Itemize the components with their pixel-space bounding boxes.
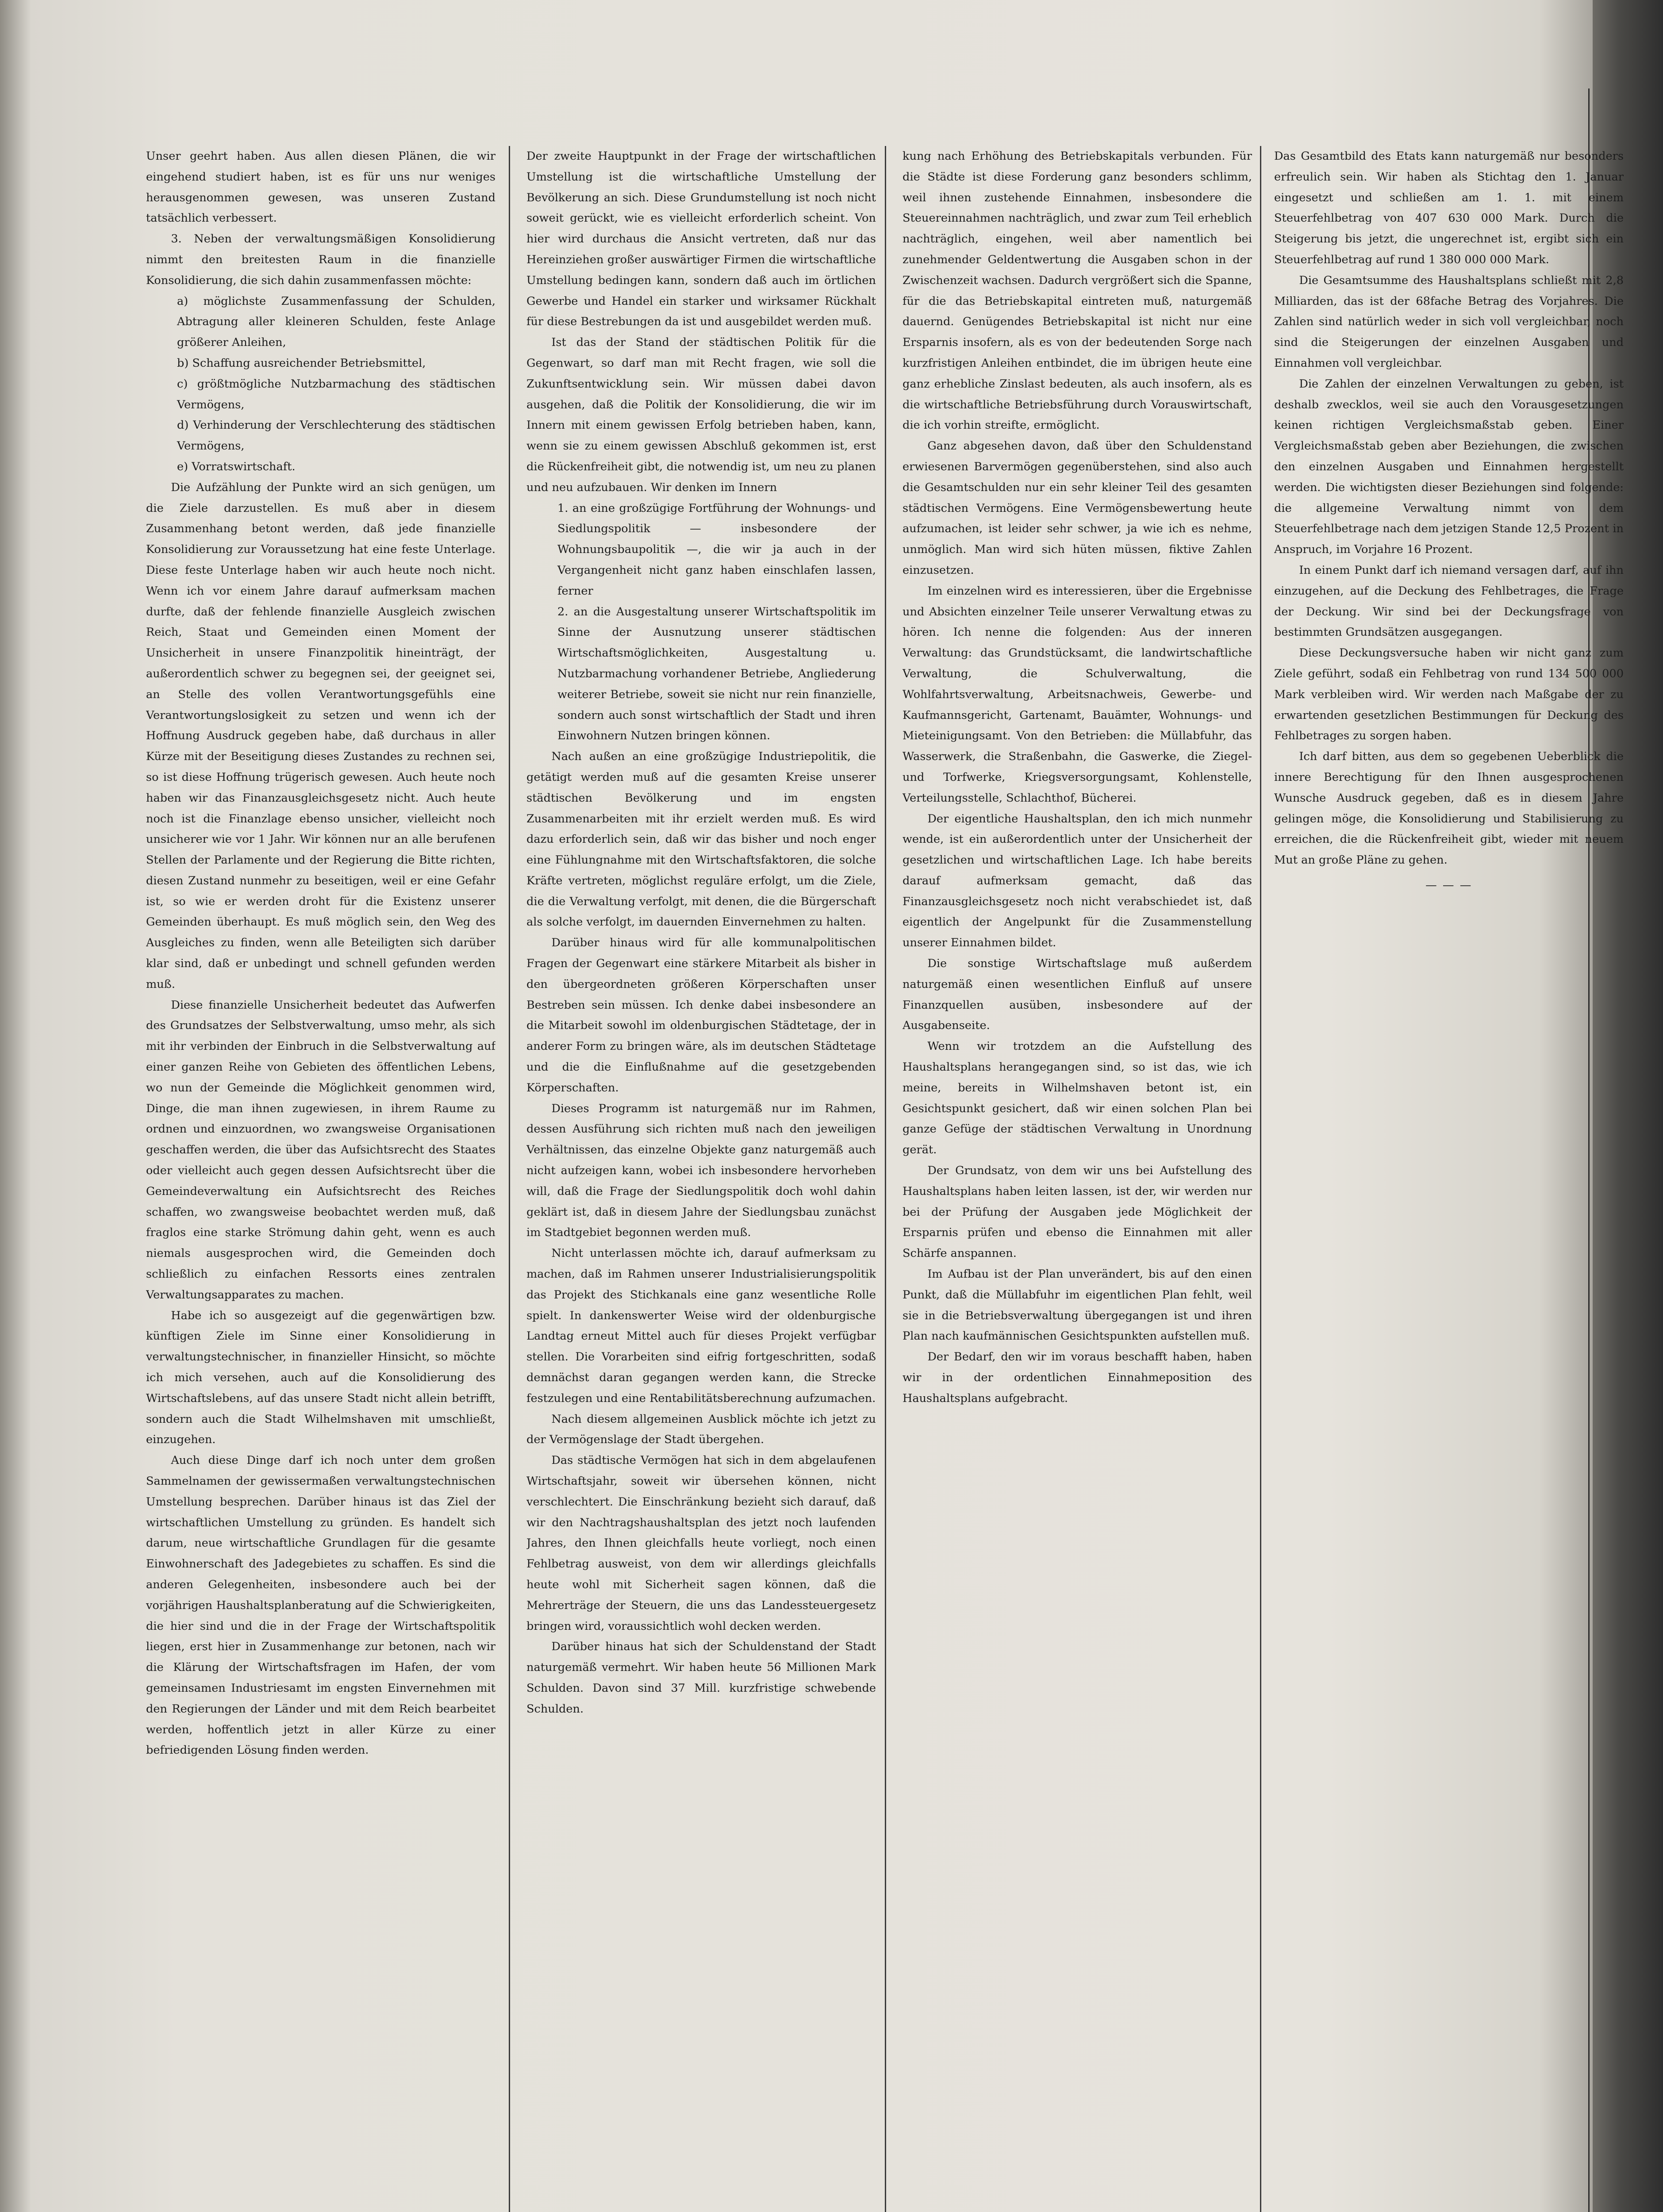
paragraph: Im einzelnen wird es interessieren, über die Ergebnisse und Absichten einzelner Teile unserer Verwaltung etwas zu hören. Ich nenne die folgenden: Aus der inneren Verwaltung: das Grundstücksamt, die landwirtschaftliche Verwaltung, die Schulverwaltung, die Wohlfahrtsverwaltung, Arbeitsnachweis, Gewerbe- und Kaufmannsgericht, Gartenamt, Bauämter, Wohnungs- und Mieteinigungsamt. Von den Betrieben: die Müllabfuhr, das Wasserwerk, die Straßenbahn, die Gaswerke, die Ziegel- und Torfwerke, Kriegsversorgungsamt, Kohlenstelle, Verteilungsstelle, Schlachthof, Bücherei.	[903, 584, 1252, 805]
list-item: 2. an die Ausgestaltung unserer Wirtschaftspolitik im Sinne der Ausnutzung unserer städtischen Wirtschaftsmöglichkeiten, Ausgestaltung u. Nutzbarmachung vorhandener Betriebe, Angliederung weiterer Betriebe, soweit sie nicht nur rein finanzielle, sondern auch sonst wirtschaftlich der Stadt und ihren Einwohnern Nutzen bringen können.	[557, 605, 876, 743]
paragraph: Darüber hinaus hat sich der Schuldenstand der Stadt naturgemäß vermehrt. Wir haben heute 56 Millionen Mark Schulden. Davon sind 37 Mill. kurzfristige schwebende Schulden.	[526, 1640, 876, 1716]
paragraph: kung nach Erhöhung des Betriebskapitals verbunden. Für die Städte ist diese Forderung ganz besonders schlimm, weil ihnen zustehende Einnahmen, insbesondere die Steuereinnahmen nachträglich, und zwar zum Teil erheblich nachträglich, eingehen, weil aber namentlich bei zunehmender Geldentwertung die Ausgaben schon in der Zwischenzeit wachsen. Dadurch vergrößert sich die Spanne, für die das Betriebskapital eintreten muß, naturgemäß dauernd. Genügendes Betriebskapital ist nicht nur eine Ersparnis insofern, als es von der bedeutenden Sorge nach kurzfristigen Anleihen entbindet, die im übrigen heute eine ganz erhebliche Zinslast bedeuten, als auch insofern, als es die wirtschaftliche Betriebsführung durch Vorauswirtschaft, die ich vorhin streifte, ermöglicht.	[903, 150, 1252, 432]
list-item: 1. an eine großzügige Fortführung der Wohnungs- und Siedlungspolitik — insbesondere der Wohnungsbaupolitik —, die wir ja auch in der Vergangenheit nicht ganz haben einschlafen lassen, ferner	[557, 501, 876, 598]
paragraph: Dieses Programm ist naturgemäß nur im Rahmen, dessen Ausführung sich richten muß nach den jeweiligen Verhältnissen, das einzelne Objekte ganz naturgemäß auch nicht aufzeigen kann, wobei ich insbesondere hervorheben will, daß die Frage der Siedlungspolitik doch wohl dahin geklärt ist, daß in diesem Jahre der Siedlungsbau zunächst im Stadtgebiet begonnen werden muß.	[526, 1102, 876, 1240]
paragraph: Das städtische Vermögen hat sich in dem abgelaufenen Wirtschaftsjahr, soweit wir übersehen können, nicht verschlechtert. Die Einschränkung bezieht sich darauf, daß wir den Nachtragshaushaltsplan des jetzt noch laufenden Jahres, den Ihnen gleichfalls heute vorliegt, noch einen Fehlbetrag ausweist, von dem wir allerdings gleichfalls heute wohl mit Sicherheit sagen können, daß die Mehrerträge der Steuern, die uns das Landessteuergesetz bringen wird, voraussichtlich wohl decken werden.	[526, 1454, 876, 1633]
program-list	[526, 498, 876, 747]
text-column-4	[1274, 146, 1624, 2212]
paragraph: 3. Neben der verwaltungsmäßigen Konsolidierung nimmt den breitesten Raum in die finanzielle Konsolidierung, die sich dahin zusammenfassen möchte:	[146, 232, 495, 287]
consolidation-list	[146, 291, 495, 477]
paragraph: Nach außen an eine großzügige Industriepolitik, die getätigt werden muß auf die gesamten Kreise unserer städtischen Bevölkerung und im engsten Zusammenarbeiten mit ihr erzielt werden muß. Es wird dazu erforderlich sein, daß wir das bisher und noch enger eine Fühlungnahme mit den Wirtschaftsfaktoren, die solche Kräfte vertreten, möglichst reguläre erfolgt, um die Ziele, die die Verwaltung verfolgt, mit denen, die die Bürgerschaft als solche verfolgt, im dauernden Einvernehmen zu halten.	[526, 750, 876, 929]
paragraph: Ganz abgesehen davon, daß über den Schuldenstand erwiesenen Barvermögen gegenüberstehen, sind also auch die Gesamtschulden nur ein sehr kleiner Teil des gesamten städtischen Vermögens. Eine Vermögensbewertung heute aufzumachen, ist leider sehr schwer, ja wie ich es nehme, unmöglich. Man wird sich hüten müssen, fiktive Zahlen einzusetzen.	[903, 439, 1252, 577]
list-item: a) möglichste Zusammenfassung der Schulden, Abtragung aller kleineren Schulden, feste Anlage größerer Anleihen,	[177, 294, 495, 349]
paragraph: Auch diese Dinge darf ich noch unter dem großen Sammelnamen der gewissermaßen verwaltungstechnischen Umstellung besprechen. Darüber hinaus ist das Ziel der wirtschaftlichen Umstellung zu gründen. Es handelt sich darum, neue wirtschaftliche Grundlagen für die gesamte Einwohnerschaft des Jadegebietes zu schaffen. Es sind die anderen Gelegenheiten, insbesondere auch bei der vorjährigen Haushaltsplanberatung auf die Schwierigkeiten, die hier sind und die in der Frage der Wirtschaftspolitik liegen, erst hier in Zusammenhange zur betonen, nach wir die Klärung der Wirtschaftsfragen im Hafen, der vom gemeinsamen Industriesamt im engsten Einvernehmen mit den Regierungen der Länder und mit dem Reich bearbeitet werden, hoffentlich jetzt in aller Kürze zu einer befriedigenden Lösung finden werden.	[146, 1454, 495, 1757]
paragraph: Wenn wir trotzdem an die Aufstellung des Haushaltsplans herangegangen sind, so ist das, wie ich meine, bereits in Wilhelmshaven betont ist, ein Gesichtspunkt gesichert, daß wir einen solchen Plan bei ganze Gefüge der städtischen Verwaltung in Unordnung gerät.	[903, 1040, 1252, 1157]
column-rule-2	[885, 146, 886, 2212]
text-column-1	[146, 146, 495, 2212]
paragraph: Die sonstige Wirtschaftslage muß außerdem naturgemäß einen wesentlichen Einfluß auf unsere Finanzquellen ausüben, insbesondere auf der Ausgabenseite.	[903, 957, 1252, 1033]
paragraph: Nicht unterlassen möchte ich, darauf aufmerksam zu machen, daß im Rahmen unserer Industrialisierungspolitik das Projekt des Stichkanals eine ganz wesentliche Rolle spielt. In dankenswerter Weise wird der oldenburgische Landtag erneut Mittel auch für dieses Projekt verfügbar stellen. Die Vorarbeiten sind eifrig fortgeschritten, sodaß demnächst daran gegangen werden kann, die Strecke festzulegen und eine Rentabilitätsberechnung aufzumachen.	[526, 1247, 876, 1405]
paragraph: Der eigentliche Haushaltsplan, den ich mich nunmehr wende, ist ein außerordentlich unter der Unsicherheit der gesetzlichen und wirtschaftlichen Lage. Ich habe bereits darauf aufmerksam gemacht, daß das Finanzausgleichsgesetz noch nicht verabschiedet ist, daß eigentlich der Angelpunkt für die Zusammenstellung unserer Einnahmen bildet.	[903, 812, 1252, 950]
column-rule-3	[1260, 146, 1261, 2212]
paragraph: Der zweite Hauptpunkt in der Frage der wirtschaftlichen Umstellung ist die wirtschaftliche Umstellung der Bevölkerung an sich. Diese Grundumstellung ist noch nicht soweit gerückt, wie es vielleicht erforderlich scheint. Von hier wird durchaus die Ansicht vertreten, daß nur das Hereinziehen großer auswärtiger Firmen die wirtschaftliche Umstellung bedingen kann, sondern daß auch im örtlichen Gewerbe und Handel ein starker und wirksamer Rückhalt für diese Bestrebungen da ist und ausgebildet werden muß.	[526, 150, 876, 329]
paragraph: Darüber hinaus wird für alle kommunalpolitischen Fragen der Gegenwart eine stärkere Mitarbeit als bisher in den übergeordneten größeren Körperschaften unser Bestreben sein müssen. Ich denke dabei insbesondere an die Mitarbeit sowohl im oldenburgischen Städtetage, der in anderer Form zu bringen wäre, als im deutschen Städtetage und die die Einflußnahme auf die gesetzgebenden Körperschaften.	[526, 936, 876, 1094]
paragraph: Habe ich so ausgezeigt auf die gegenwärtigen bzw. künftigen Ziele im Sinne einer Konsolidierung in verwaltungstechnischer, in finanzieller Hinsicht, so möchte ich mich versehen, auch auf die Konsolidierung des Wirtschaftslebens, auf das unsere Stadt nicht allein betrifft, sondern auch die Stadt Wilhelmshaven mit umschließt, einzugehen.	[146, 1309, 495, 1447]
text-column-2	[526, 146, 876, 2212]
paragraph: Der Grundsatz, von dem wir uns bei Aufstellung des Haushaltsplans haben leiten lassen, ist der, wir werden nur bei der Prüfung der Ausgaben jede Möglichkeit der Ersparnis prüfen und ebenso die Einnahmen mit aller Schärfe anspannen.	[903, 1164, 1252, 1260]
paragraph: Der Bedarf, den wir im voraus beschafft haben, haben wir in der ordentlichen Einnahmeposition des Haushaltsplans aufgebracht.	[903, 1350, 1252, 1405]
paragraph: Unser geehrt haben. Aus allen diesen Plänen, die wir eingehend studiert haben, ist es für uns nur weniges herausgenommen gewesen, was unseren Zustand tatsächlich verbessert.	[146, 150, 495, 225]
column-rule-1	[509, 146, 510, 2212]
list-item: b) Schaffung ausreichender Betriebsmittel,	[177, 356, 426, 370]
paragraph: Die Aufzählung der Punkte wird an sich genügen, um die Ziele darzustellen. Es muß aber in diesem Zusammenhang betont werden, daß jede finanzielle Konsolidierung zur Voraussetzung hat eine feste Unterlage. Diese feste Unterlage haben wir auch heute noch nicht. Wenn ich vor einem Jahre darauf aufmerksam machen durfte, daß der fehlende finanzielle Ausgleich zwischen Reich, Staat und Gemeinden einen Moment der Unsicherheit in unsere Finanzpolitik hineinträgt, der außerordentlich schwer zu begegnen sei, der geeignet sei, an Stelle des vollen Verantwortungsgefühls eine Verantwortungslosigkeit zu setzen und wenn ich der Hoffnung Ausdruck gegeben habe, daß durchaus in aller Kürze mit der Beseitigung dieses Zustandes zu rechnen sei, so ist diese Hoffnung trügerisch gewesen. Auch heute noch haben wir das Finanzausgleichsgesetz nicht. Auch heute noch ist die Finanzlage ebenso unsicher, vielleicht noch unsicherer wie vor 1 Jahr. Wir können nur an alle berufenen Stellen der Parlamente und der Regierung die Bitte richten, diesen Zustand nunmehr zu beseitigen, weil er eine Gefahr ist, so wie er werden droht für die Existenz unserer Gemeinden überhaupt. Es muß möglich sein, den Weg des Ausgleiches zu finden, wenn alle Beteiligten sich darüber klar sind, daß er unbedingt und schnell gefunden werden muß.	[146, 480, 495, 991]
paragraph: Nach diesem allgemeinen Ausblick möchte ich jetzt zu der Vermögenslage der Stadt übergehen.	[526, 1412, 876, 1447]
paragraph: Die Gesamtsumme des Haushaltsplans schließt mit 2,8 Milliarden, das ist der 68fache Betrag des Vorjahres. Die Zahlen sind natürlich weder in sich voll vergleichbar, noch sind die Steigerungen der einzelnen Ausgaben und Einnahmen voll vergleichbar.	[1274, 273, 1624, 370]
list-item: e) Vorratswirtschaft.	[177, 460, 296, 473]
paragraph: Diese finanzielle Unsicherheit bedeutet das Aufwerfen des Grundsatzes der Selbstverwaltung, umso mehr, als sich mit ihr verbinden der Einbruch in die Selbstverwaltung auf einer ganzen Reihe von Gebieten des öffentlichen Lebens, wo nun der Gemeinde die Möglichkeit genommen wird, Dinge, die man ihnen zugewiesen, in ihrem Raume zu ordnen und einzuordnen, wo zwangsweise Organisationen geschaffen werden, die über das Aufsichtsrecht des Staates oder vielleicht auch gegen dessen Aufsichtsrecht über die Gemeindeverwaltung ein Aufsichtsrecht des Reiches schaffen, wo zwangsweise beobachtet werden muß, daß fraglos eine starke Strömung dahin geht, wenn es auch niemals ausgesprochen wird, die Gemeinden doch schließlich zu einfachen Ressorts eines zentralen Verwaltungsapparates zu machen.	[146, 998, 495, 1302]
paragraph: Ich darf bitten, aus dem so gegebenen Ueberblick die innere Berechtigung für den Ihnen ausgesprochenen Wunsche Ausdruck gegeben, daß es in diesem Jahre gelingen möge, die Konsolidierung und Stabilisierung zu erreichen, die die Rückenfreiheit gibt, wieder mit neuem Mut an große Pläne zu gehen.	[1274, 750, 1624, 867]
paragraph: Im Aufbau ist der Plan unverändert, bis auf den einen Punkt, daß die Müllabfuhr im eigentlichen Plan fehlt, weil sie in die Betriebsverwaltung übergegangen ist und ihren Plan nach kaufmännischen Gesichtspunkten aufstellen muß.	[903, 1267, 1252, 1343]
end-ornament: — — —	[1425, 878, 1472, 892]
list-item: c) größtmögliche Nutzbarmachung des städtischen Vermögens,	[177, 377, 495, 411]
paragraph: Ist das der Stand der städtischen Politik für die Gegenwart, so darf man mit Recht fragen, wie soll die Zukunftsentwicklung sein. Wir müssen dabei davon ausgehen, daß die Politik der Konsolidierung, die wir im Innern mit einem gewissen Erfolg betrieben haben, kann, wenn sie zu einem gewissen Abschluß gekommen ist, erst die Rückenfreiheit gibt, die notwendig ist, um neu zu planen und neu aufzubauen. Wir denken im Innern	[526, 336, 876, 494]
paragraph: In einem Punkt darf ich niemand versagen darf, auf ihn einzugehen, auf die Deckung des Fehlbetrages, die Frage der Deckung. Wir sind bei der Deckungsfrage von bestimmten Grundsätzen ausgegangen.	[1274, 563, 1624, 639]
paragraph: Das Gesamtbild des Etats kann naturgemäß nur besonders erfreulich sein. Wir haben als Stichtag den 1. Januar eingesetzt und schließen am 1. 1. mit einem Steuerfehlbetrag von 407 630 000 Mark. Durch die Steigerung bis jetzt, die ungerechnet ist, ergibt sich ein Steuerfehlbetrag auf rund 1 380 000 000 Mark.	[1274, 150, 1624, 266]
paragraph: Diese Deckungsversuche haben wir nicht ganz zum Ziele geführt, sodaß ein Fehlbetrag von rund 134 500 000 Mark verbleiben wird. Wir werden nach Maßgabe der zu erwartenden gesetzlichen Bestimmungen für Deckung des Fehlbetrages zu sorgen haben.	[1274, 646, 1624, 743]
list-item: d) Verhinderung der Verschlechterung des städtischen Vermögens,	[177, 419, 495, 453]
text-column-3	[903, 146, 1252, 2212]
paragraph: Die Zahlen der einzelnen Verwaltungen zu geben, ist deshalb zwecklos, weil sie auch den Vorausgesetzungen keinen richtigen Vergleichsmaßstab geben. Einer Vergleichsmaßstab geben aber Beziehungen, die zwischen den einzelnen Ausgaben und Einnahmen hergestellt werden. Die wichtigsten dieser Beziehungen sind folgende: die allgemeine Verwaltung nimmt von dem Steuerfehlbetrage nach dem jetzigen Stande 12,5 Prozent in Anspruch, im Vorjahre 16 Prozent.	[1274, 377, 1624, 557]
